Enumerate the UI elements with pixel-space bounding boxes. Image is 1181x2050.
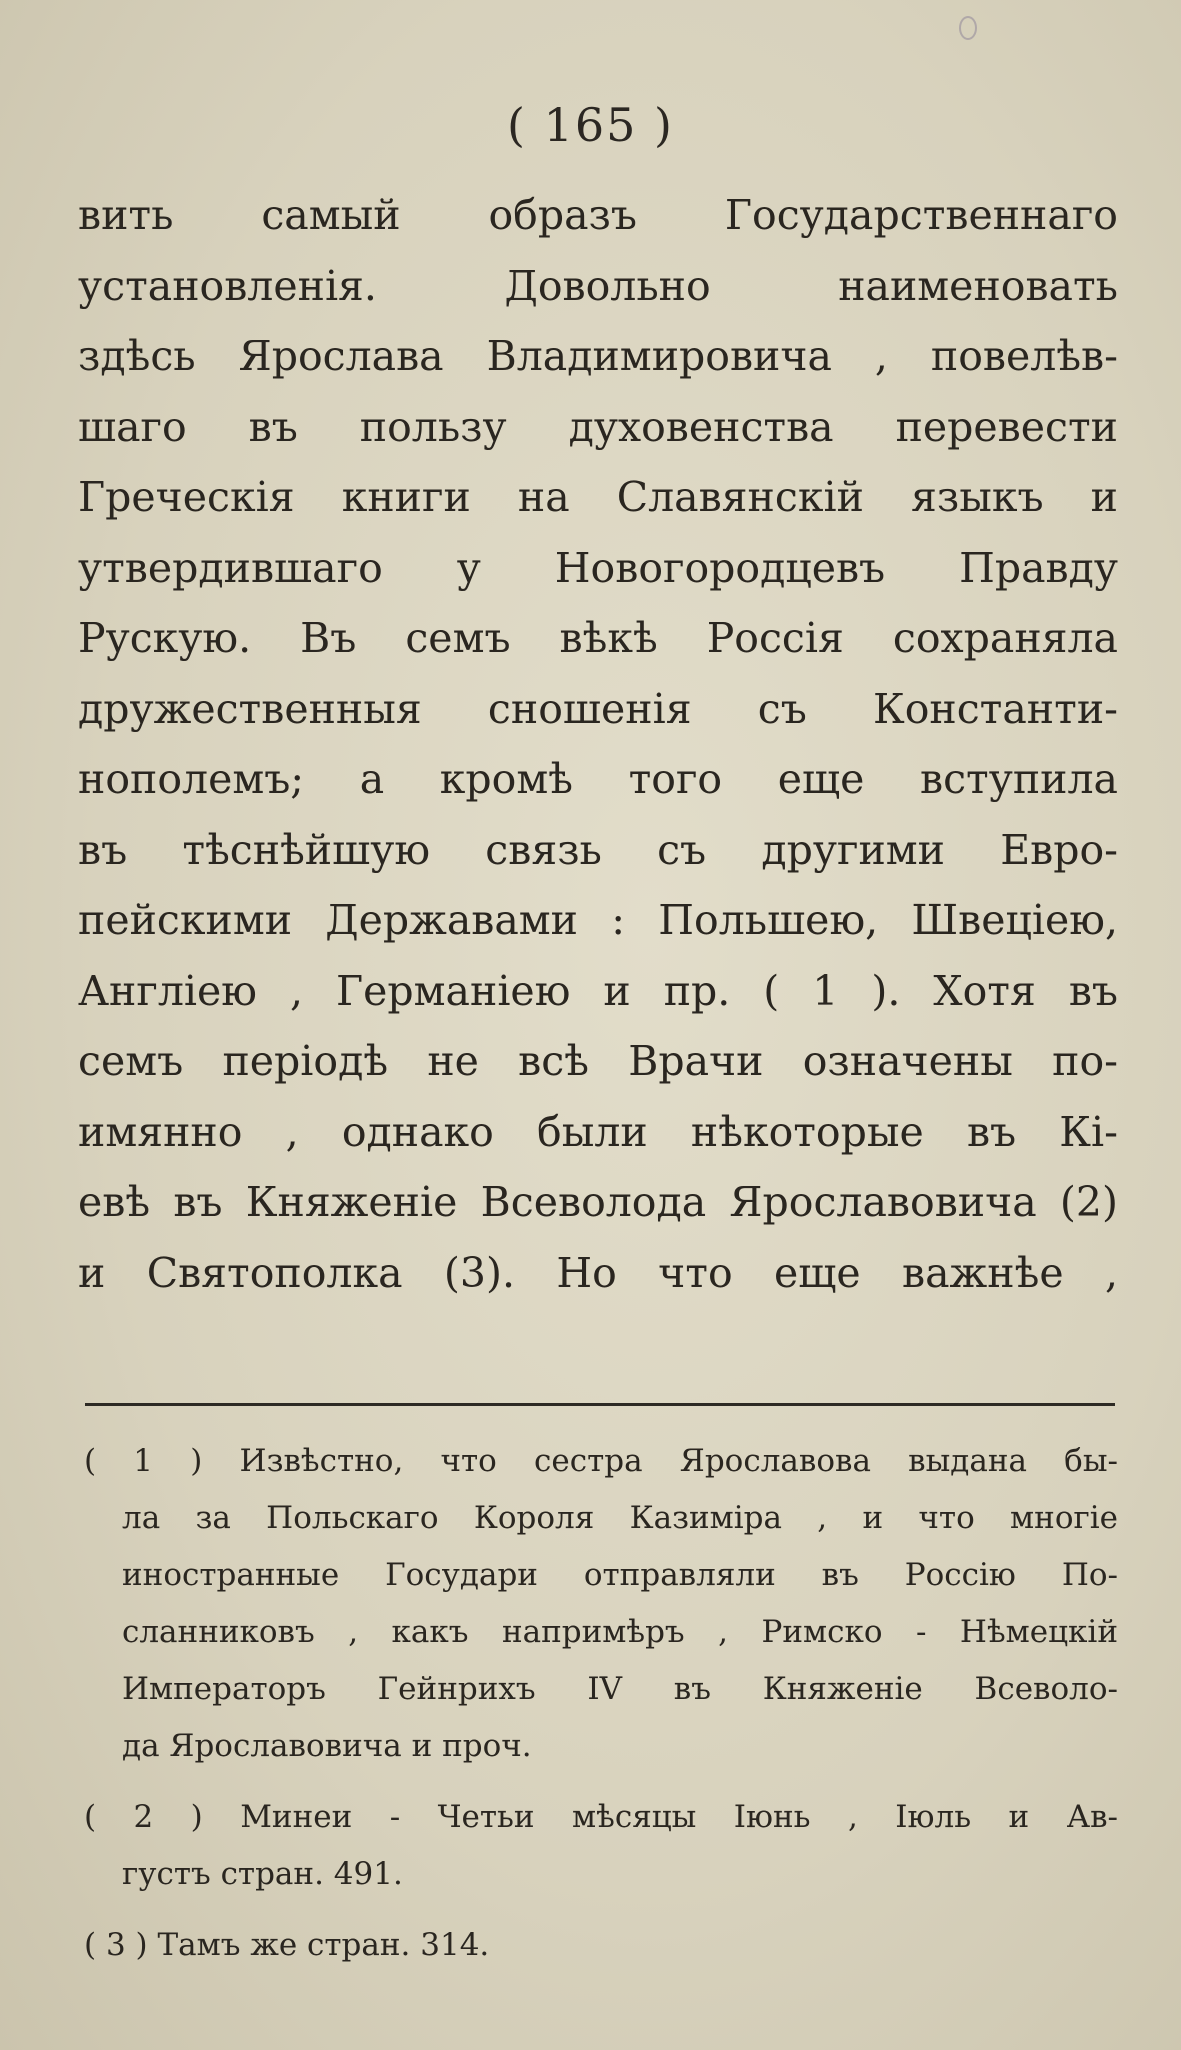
text-line: утвердившаго у Новогородцевъ Правду bbox=[78, 543, 1118, 592]
footnote-line: ( 1 ) Извѣстно, что сестра Ярославова выдана бы- bbox=[84, 1443, 1118, 1479]
footnotes bbox=[84, 1433, 1118, 1974]
footnote-3 bbox=[84, 1917, 1118, 1974]
text-line: здѣсь Ярослава Владимировича , повелѣв- bbox=[78, 332, 1118, 380]
text-line: пейскими Державами : Польшею, Швеціею, bbox=[78, 896, 1118, 944]
text-line: семъ періодѣ не всѣ Врачи означены по- bbox=[78, 1037, 1118, 1085]
footnote-line: ( 3 ) Тамъ же стран. 314. bbox=[84, 1927, 490, 1963]
text-line: Англіею , Германіею и пр. ( 1 ). Хотя въ bbox=[78, 966, 1118, 1015]
footnote-2 bbox=[84, 1789, 1118, 1903]
footnote-line: иностранные Государи отправляли въ Россію По- bbox=[122, 1557, 1118, 1593]
text-line: имянно , однако были нѣкоторые въ Кі- bbox=[78, 1107, 1118, 1156]
text-line: Рускую. Въ семъ вѣкѣ Россія сохраняла bbox=[78, 614, 1118, 662]
text-line: вить самый образъ Государственнаго bbox=[78, 191, 1118, 239]
text-line: Греческія книги на Славянскій языкъ и bbox=[78, 473, 1118, 521]
ink-stain bbox=[959, 16, 977, 40]
page-number: ( 165 ) bbox=[507, 98, 674, 152]
text-line: нополемъ; а кромѣ того еще вступила bbox=[78, 755, 1118, 803]
footnote-line: ( 2 ) Минеи - Четьи мѣсяцы Іюнь , Іюль и Ав- bbox=[84, 1799, 1118, 1835]
footnote-line: да Ярославовича и проч. bbox=[122, 1728, 532, 1764]
text-line: въ тѣснѣйшую связь съ другими Евро- bbox=[78, 825, 1118, 874]
footnote-divider bbox=[85, 1403, 1115, 1406]
text-line: дружественныя сношенія съ Константи- bbox=[78, 684, 1118, 733]
text-line: и Святополка (3). Но что еще важнѣе , bbox=[78, 1248, 1118, 1297]
footnote-line: Императоръ Гейнрихъ IV въ Княженіе Всеволо- bbox=[122, 1671, 1118, 1707]
text-line: евѣ въ Княженіе Всеволода Ярославовича (2) bbox=[78, 1178, 1118, 1226]
text-line: установленія. Довольно наименовать bbox=[78, 261, 1118, 310]
footnote-1 bbox=[84, 1433, 1118, 1775]
footnote-line: ла за Польскаго Короля Казиміра , и что многіе bbox=[122, 1500, 1118, 1536]
footnote-line: сланниковъ , какъ напримѣръ , Римско - Нѣмецкій bbox=[122, 1614, 1118, 1650]
main-text bbox=[78, 180, 1118, 1308]
text-line: шаго въ пользу духовенства перевести bbox=[78, 402, 1118, 451]
footnote-line: густъ стран. 491. bbox=[122, 1856, 403, 1892]
